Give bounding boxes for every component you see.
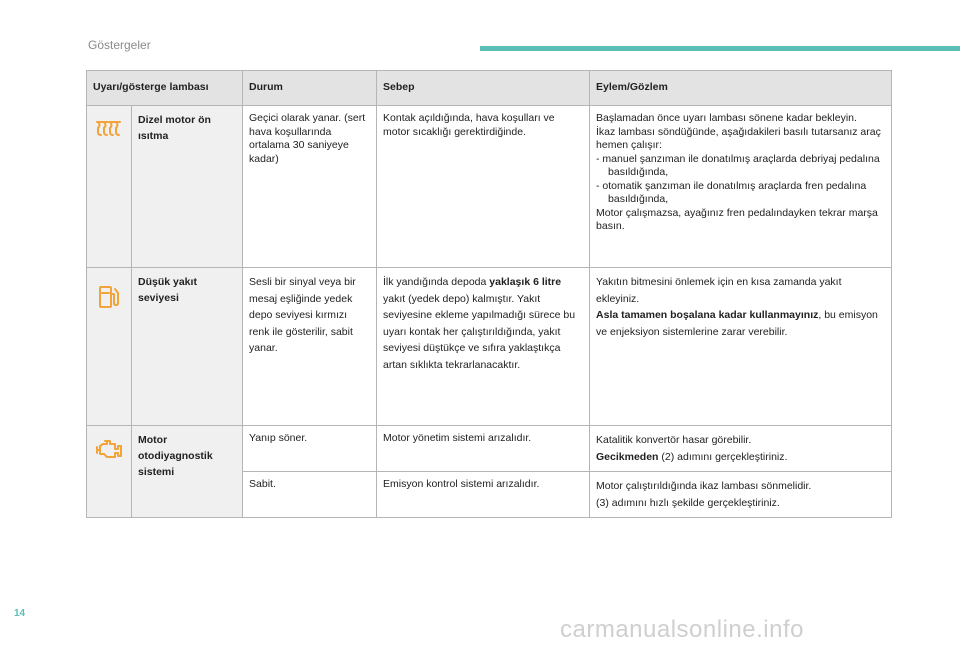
page-number: 14 (14, 608, 26, 619)
eylem-text: Yakıtın bitmesini önlemek için en kısa zamanda yakıt ekleyiniz. (596, 276, 842, 305)
warning-lights-table (86, 70, 892, 518)
table-row (87, 106, 892, 268)
watermark: carmanualsonline.info (560, 616, 804, 643)
eylem-bullet: - otomatik şanzıman ile donatılmış araçlarda fren pedalına basıldığında, (596, 179, 867, 205)
eylem-cell (590, 268, 892, 426)
glow-plug-icon (95, 118, 123, 138)
eylem-text: İkaz lambası söndüğünde, aşağıdakileri basılı tutarsanız araç hemen çalışır: (596, 125, 881, 151)
sebep-text: İlk yandığında depoda (383, 276, 490, 288)
durum-cell: Sabit. (243, 472, 377, 518)
section-title: Göstergeler (88, 38, 151, 52)
engine-check-icon (95, 438, 123, 460)
durum-cell: Yanıp söner. (243, 426, 377, 472)
eylem-cell (590, 106, 892, 268)
eylem-bullet: - manuel şanzıman ile donatılmış araçlarda debriyaj pedalına basıldığında, (596, 152, 880, 178)
sebep-cell (377, 268, 590, 426)
eylem-bold: Gecikmeden (596, 450, 659, 463)
light-name: Düşük yakıt seviyesi (132, 268, 243, 426)
icon-cell (87, 268, 132, 426)
column-header: Durum (243, 71, 377, 106)
sebep-cell: Motor yönetim sistemi arızalıdır. (377, 426, 590, 472)
eylem-text: , bu emisyon ve enjeksiyon sistemlerine zarar verebilir. (596, 309, 878, 338)
column-header: Uyarı/gösterge lambası (87, 71, 243, 106)
table-header-row (87, 71, 892, 106)
eylem-text: (2) adımını gerçekleştiriniz. (658, 450, 788, 463)
light-name: Dizel motor ön ısıtma (132, 106, 243, 268)
durum-cell: Geçici olarak yanar. (sert hava koşullarında ortalama 30 saniyeye kadar) (243, 106, 377, 268)
eylem-text: Motor çalıştırıldığında ikaz lambası sönmelidir. (596, 480, 812, 492)
table-row (87, 426, 892, 472)
icon-cell (87, 426, 132, 518)
header-rule (480, 46, 960, 51)
sebep-bold: yaklaşık 6 litre (489, 276, 562, 288)
eylem-text: (3) adımını hızlı şekilde gerçekleştiriniz. (596, 496, 780, 509)
column-header: Eylem/Gözlem (590, 71, 892, 106)
icon-cell (87, 106, 132, 268)
eylem-text: Katalitik konvertör hasar görebilir. (596, 434, 752, 446)
sebep-text: yakıt (yedek depo) kalmıştır. Yakıt seviyesine ekleme yapılmadığı sürece bu uyarı kontak her çalıştırıldığında, yakıt seviyesi düştükçe ve sıfıra yaklaştıkça artan sıklıkta tekrarlanacaktır. (383, 292, 576, 371)
eylem-cell (590, 426, 892, 472)
sebep-cell: Emisyon kontrol sistemi arızalıdır. (377, 472, 590, 518)
table-row (87, 268, 892, 426)
eylem-cell (590, 472, 892, 518)
eylem-text: Motor çalışmazsa, ayağınız fren pedalındayken tekrar marşa basın. (596, 206, 878, 232)
column-header: Sebep (377, 71, 590, 106)
eylem-bold: Asla tamamen boşalana kadar kullanmayınız (596, 309, 819, 321)
durum-cell: Sesli bir sinyal veya bir mesaj eşliğinde yedek depo seviyesi kırmızı renk ile gösterilir, sabit yanar. (243, 268, 377, 426)
light-name: Motor otodiyagnostik sistemi (132, 426, 243, 518)
sebep-cell: Kontak açıldığında, hava koşulları ve motor sıcaklığı gerektirdiğinde. (377, 106, 590, 268)
fuel-pump-icon (98, 284, 120, 310)
eylem-text: Başlamadan önce uyarı lambası sönene kadar bekleyin. (596, 112, 857, 124)
